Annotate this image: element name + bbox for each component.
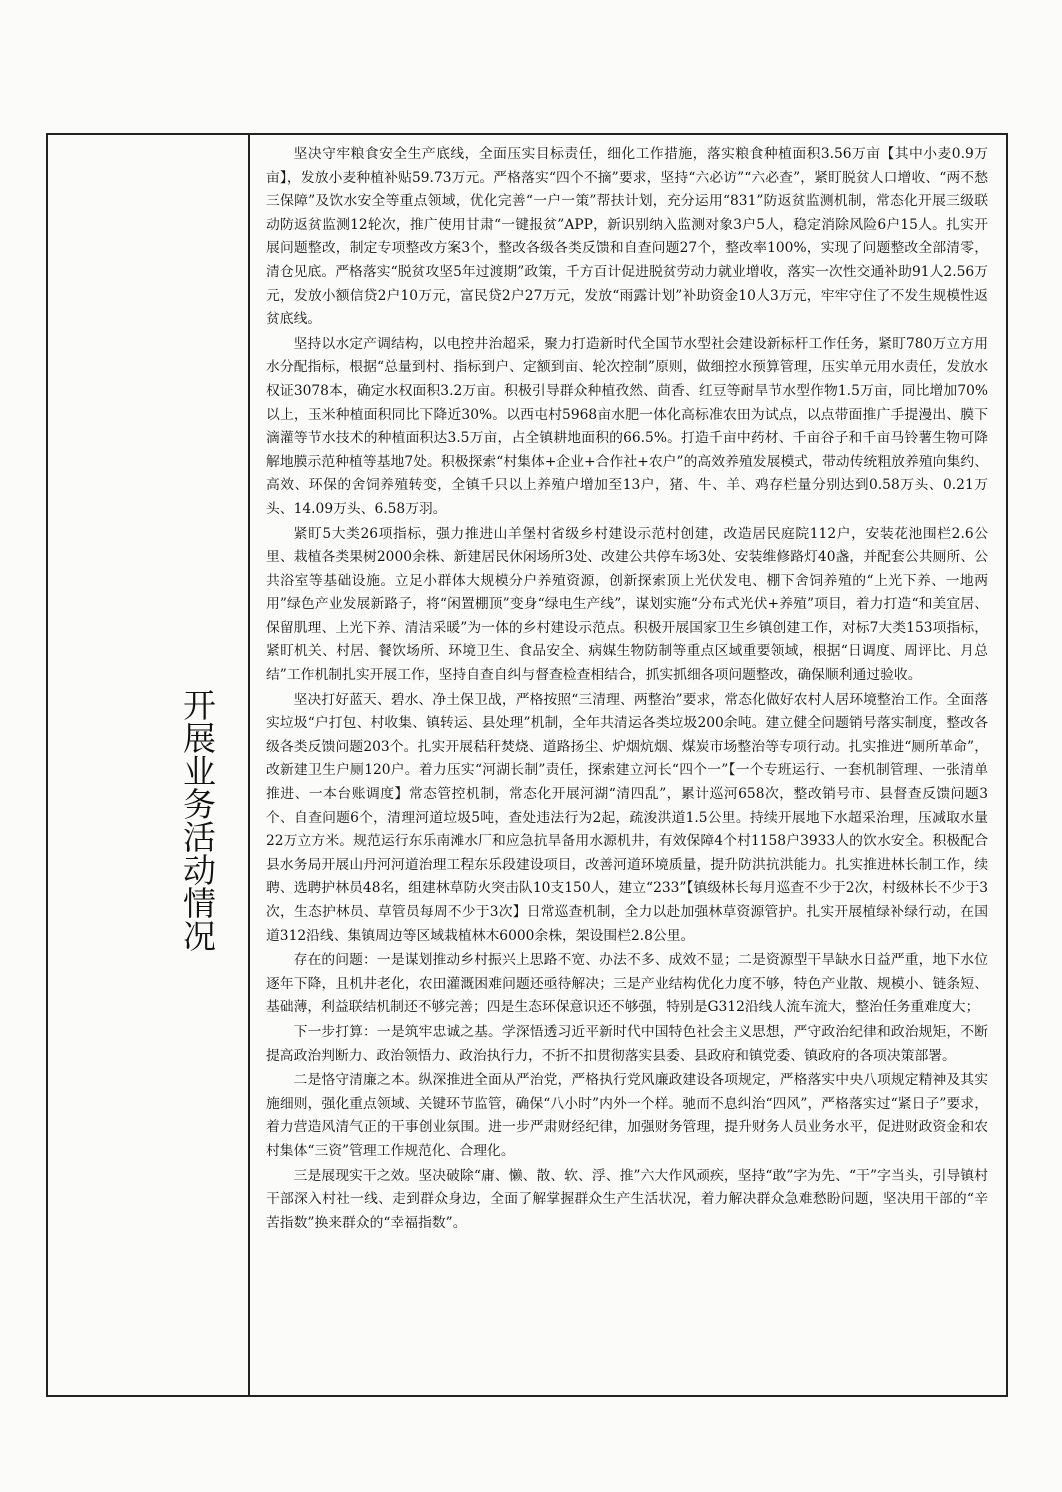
paragraph-environment: 坚决打好蓝天、碧水、净土保卫战，严格按照“三清理、两整治”要求，常态化做好农村人居环境整治工作。全面落实垃圾“户打包、村收集、镇转运、县处理”机制，全年共清运各类垃圾200余吨。建立健全问题销号落实制度，整改各级各类反馈问题203个。扎实开展秸秆焚烧、道路扬尘、炉烟炕烟、煤炭市场整治等专项行动。扎实推进“厕所革命”，改新建卫生户厕120户。着力压实“河湖长制”责任，探索建立河长“四个一”【一个专班运行、一套机制管理、一张清单推进、一本台账调度】常态管控机制，常态化开展河湖“清四乱”，累计巡河658次，整改销号市、县督查反馈问题3个、自查问题6个，清理河道垃圾5吨，查处违法行为2起，疏浚洪道1.5公里。持续开展地下水超采治理，压减取水量22万立方米。规范运行东乐南滩水厂和应急抗旱备用水源机井，有效保障4个村1158户3933人的饮水安全。积极配合县水务局开展山丹河河道治理工程东乐段建设项目，改善河道环境质量，提升防洪抗洪能力。扎实推进林长制工作，续聘、选聘护林员48名，组建林草防火突击队10支150人，建立“233”【镇级林长每月巡查不少于2次，村级林长不少于3次，生态护林员、草管员每周不少于3次】日常巡查机制，全力以赴加强林草资源管护。扎实开展植绿补绿行动，在国道312沿线、集镇周边等区域栽植林木6000余株，架设围栏2.8公里。 xyxy=(266,691,988,944)
content-column xyxy=(250,135,1006,1395)
paragraph-next-steps-1: 下一步打算：一是筑牢忠诚之基。学深悟透习近平新时代中国特色社会主义思想，严守政治纪律和政治规矩，不断提高政治判断力、政治领悟力、政治执行力，不折不扣贯彻落实县委、县政府和镇党委、镇政府的各项决策部署。 xyxy=(266,1023,988,1064)
section-title: 开展业务活动情况 xyxy=(178,688,217,952)
paragraph-food-security: 坚决守牢粮食安全生产底线，全面压实目标责任，细化工作措施，落实粮食种植面积3.56万亩【其中小麦0.9万亩】，发放小麦种植补贴59.73万元。严格落实“四个不摘”要求，坚持“六必访”“六必查”，紧盯脱贫人口增收、“两不愁三保障”及饮水安全等重点领域，优化完善“一户一策”帮扶计划，充分运用“831”防返贫监测机制，常态化开展三级联动防返贫监测12轮次，推广使用甘肃“一键报贫”APP，新识别纳入监测对象3户5人，稳定消除风险6户15人。扎实开展问题整改，制定专项整改方案3个，整改各级各类反馈和自查问题27个，整改率100%，实现了问题整改全部清零，清仓见底。严格落实“脱贫攻坚5年过渡期”政策，千方百计促进脱贫劳动力就业增收，落实一次性交通补助91人2.56万元，发放小额信贷2户10万元，富民贷2户27万元，发放“雨露计划”补助资金10人3万元，牢牢守住了不发生规模性返贫底线。 xyxy=(266,146,988,328)
paragraph-problems: 存在的问题：一是谋划推动乡村振兴上思路不宽、办法不多、成效不显；二是资源型干旱缺水日益严重，地下水位逐年下降，且机井老化，农田灌溉困难问题还亟待解决；三是产业结构优化力度不够，特色产业散、规模小、链条短、基础薄，利益联结机制还不够完善；四是生态环保意识还不够强，特别是G312沿线人流车流大，整治任务重难度大； xyxy=(266,952,988,1016)
paragraph-water-structure: 坚持以水定产调结构，以电控井治超采，聚力打造新时代全国节水型社会建设新标杆工作任务，紧盯780万立方用水分配指标，根据“总量到村、指标到户、定额到亩、轮次控制”原则，做细控水预算管理，压实单元用水责任，发放水权证3078本，确定水权面积3.2万亩。积极引导群众种植孜然、茴香、红豆等耐旱节水型作物1.5万亩，同比增加70%以上，玉米种植面积同比下降近30%。以西屯村5968亩水肥一体化高标准农田为试点，以点带面推广手提漫出、膜下滴灌等节水技术的种植面积达3.5万亩，占全镇耕地面积的66.5%。打造千亩中药材、千亩谷子和千亩马铃薯生物可降解地膜示范种植等基地7处。积极探索“村集体+企业+合作社+农户”的高效养殖发展模式，带动传统粗放养殖向集约、高效、环保的舍饲养殖转变，全镇千只以上养殖户增加至13户，猪、牛、羊、鸡存栏量分别达到0.58万头、0.21万头、14.09万头、6.58万羽。 xyxy=(266,335,988,517)
paragraph-next-steps-3: 三是展现实干之效。坚决破除“庸、懒、散、软、浮、推”六大作风顽疾，坚持“敢”字为先、“干”字当头，引导镇村干部深入村社一线、走到群众身边，全面了解掌握群众生产生活状况，着力解决群众急难愁盼问题，坚决用干部的“辛苦指数”换来群众的“幸福指数”。 xyxy=(266,1167,988,1231)
paragraph-next-steps-2: 二是恪守清廉之本。纵深推进全面从严治党，严格执行党风廉政建设各项规定，严格落实中央八项规定精神及其实施细则，强化重点领域、关键环节监管，确保“八小时”内外一个样。驰而不息纠治“四风”，严格落实过“紧日子”要求，着力营造风清气正的干事创业氛围。进一步严肃财经纪律，加强财务管理，提升财务人员业务水平，促进财政资金和农村集体“三资”管理工作规范化、合理化。 xyxy=(266,1072,988,1159)
label-column xyxy=(48,135,250,1395)
paragraph-village-construction: 紧盯5大类26项指标，强力推进山羊堡村省级乡村建设示范村创建，改造居民庭院112户，安装花池围栏2.6公里、栽植各类果树2000余株、新建居民休闲场所3处、改建公共停车场3处、安装维修路灯40盏，并配套公共厕所、公共浴室等基础设施。立足小群体大规模分户养殖资源，创新探索顶上光伏发电、棚下舍饲养殖的“上光下养、一地两用”绿色产业发展新路子，将“闲置棚顶”变身“绿电生产线”，谋划实施“分布式光伏+养殖”项目，着力打造“和美宜居、保留肌理、上光下养、清洁采暖”为一体的乡村建设示范点。积极开展国家卫生乡镇创建工作，对标7大类153项指标，紧盯机关、村居、餐饮场所、环境卫生、食品安全、病媒生物防制等重点区域重要领域，根据“日调度、周评比、月总结”工作机制扎实开展工作，坚持自查自纠与督查检查相结合，抓实抓细各项问题整改，确保顺利通过验收。 xyxy=(266,525,988,684)
activity-report-table xyxy=(46,133,1008,1397)
